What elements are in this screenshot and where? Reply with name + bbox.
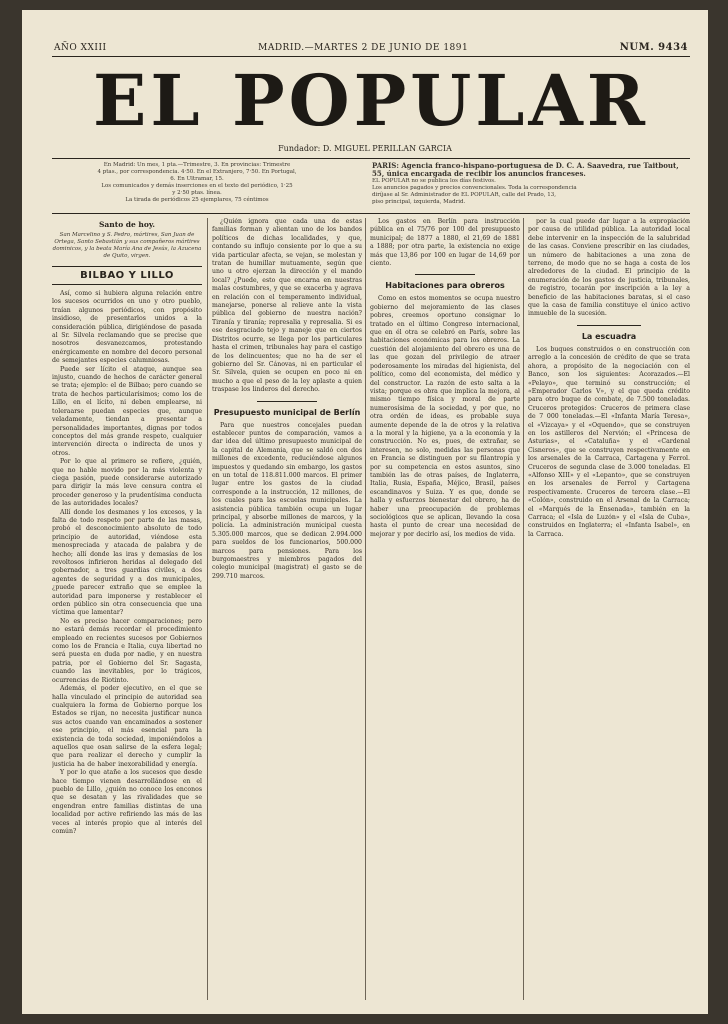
article-paragraph: ¿Quién ignora que cada una de estas familias forman y alientan uno de los bandos políticos de dichas localidades, y que, contando su influjo consiente por lo que a su vida particular afecta, se vejan, se molestan y tratan de humillar mutuamente, según que uno u otro ejerzan la dirección y el mando local? ¿Puede, esto que encarna en nuestras malas costumbres, y que se exacerba y agrava en relación con el temperamento individual, manejarse, ponerse al relieve ante la vista pública del gobierno de nuestra nación? Tiranía y tiranía; represalia y represalia. Si es ese desgraciado tejo y maneje que en ciertos Distritos ocurre, se llega por los particulares hasta el crimen, tribunales hay para el castigo de los delincuentes; que no ha de ser el gobierno del Sr. Cánovas, ni en particular el Sr. Silvela, quien se ocupen en poco ni en mucho a que el peso de la ley aplaste a quien traspase los linderos del derecho. — [212, 218, 362, 394]
article-paragraph: Los gastos en Berlín para instrucción pública en el 75/76 por 100 del presupuesto municipal; de 1877 a 1880, el 21,69 de 1881 a 1888; por otra parte, la existencia no exige más que 13,86 por 100 en lugar de 14,69 por ciento. — [370, 218, 520, 268]
newspaper-page — [22, 10, 708, 1014]
header-rule-top — [52, 56, 690, 57]
article-title-bilbao: BILBAO Y LILLO — [52, 266, 202, 285]
paris-agency-line: diríjase al Sr. Administrador de EL POPULAR, calle del Prado, 13, — [372, 192, 556, 198]
subscription-line: 4 ptas., por correspondencia. 4·50. En el Extranjero, 7·50. En Portugal, — [97, 169, 297, 175]
column-3 — [370, 218, 520, 1000]
date-line: MADRID.—MARTES 2 DE JUNIO DE 1891 — [258, 42, 469, 53]
column-1 — [52, 218, 202, 1000]
article-paragraph: por la cual puede dar lugar a la expropiación por causa de utilidad pública. La autoridad local debe intervenir en la inspección de la salubridad de las casas. Conviene prescribir en las ciudades, un número de habitaciones a una zona de terreno, de modo que no se haga a costa de los alrededores de la ciudad. El principio de la enumeración de los gastos de justicia, tribunales, de registro, tocarán por inscripción a la ley a beneficio de las habitaciones baratas, si el caso que la casa de familia constituye el único activo inmueble de la sucesión. — [528, 218, 690, 318]
subscription-line: y 2·50 ptas. línea. — [172, 190, 222, 196]
paris-agency-line: EL POPULAR no se publica los días festivos. — [372, 178, 496, 184]
article-title-workers: Habitaciones para obreros — [385, 281, 505, 291]
paris-agency-line: piso principal, izquierda, Madrid. — [372, 199, 466, 205]
saints-heading: Santo de hoy. — [99, 220, 155, 229]
header-topline — [54, 42, 688, 53]
article-title-berlin: Presupuesto municipal de Berlín — [213, 407, 361, 417]
article-paragraph: Puede ser lícito el ataque, aunque sea injusto, cuando de hechos de carácter general se trata; ejemplo: el de Bilbao; pero cuando se trata de hechos particularísimos; como los de Lillo, en el lícito, ni deben emplearse, ni toleraarse puedan especies que, aunque veladamente, tiendan a presentar a personalidades importantes, dignas por todos conceptos del más grande respeto, cualquier intervención directa o indirecta de unos y otros. — [52, 365, 202, 457]
article-paragraph: Por lo que al primero se refiere, ¿quién, que no hable movido por la más violenta y ciega pasión, puede considerarse autorizado para dirigir la más leve censura contra el proceder generoso y la prudentísima conducta de las autoridades locales? — [52, 458, 202, 508]
subscription-line: La tirada de periódicos 25 ejemplares, 75 céntimos — [125, 197, 269, 203]
article-paragraph: Y por lo que atañe a los sucesos que desde hace tiempo vienen desarrollándose en el pueblo de Lillo, ¿quién no conoce los enconos que se desatan y las rivalidades que se engendran entre familias distintas de una localidad por active refiriendo las más de las veces al interés propio que al interés del común? — [52, 769, 202, 835]
columns-area — [52, 218, 690, 1000]
column-2 — [212, 218, 362, 1000]
saints-text: San Marcelino y S. Pedro, mártires, San Juan de Ortega, Santo Sebastián y sus compañeros mártires dominicos, y la beata María Ana de Jesús, la Azucena de Quito, virgen. — [52, 232, 202, 259]
section-rule — [415, 274, 475, 275]
subscription-line: En Madrid: Un mes, 1 pta.—Trimestre, 3. En provincias: Trimestre — [103, 162, 291, 168]
header-rule-mid — [52, 158, 690, 159]
subscription-line: Los comunicados y demás inserciones en el texto del periódico, 1·25 — [101, 183, 293, 189]
paris-agency-line: Los anuncios pagados y precios convencionales. Toda la correspondencia — [372, 185, 577, 191]
founder-line: Fundador: D. MIGUEL PERILLAN GARCIA — [278, 144, 452, 153]
year-label: AÑO XXIII — [54, 42, 107, 53]
header-rule-bottom — [52, 213, 690, 214]
article-title-escuadra: La escuadra — [581, 331, 637, 341]
article-paragraph: Para que nuestros concejales puedan establecer puntos de comparación, vamos a dar idea del último presupuesto municipal de la capital de Alemania, que se saldó con dos millones de excedente, reduciéndose algunos impuestos y quedando sin embargo, los gastos en un total de 118.811.000 marcos. El primer lugar entre los gastos de la ciudad corresponde a la instrucción, 12 millones, de los cuales para las escuelas municipales. La asistencia pública también ocupa un lugar principal, y absorbe millones de marcos, y la policía. La administración municipal cuesta 5.305.000 marcos, que se dedican 2.994.000 para sueldos de los funcionarios, 500.000 marcos para pensiones. Para los burgomaestres y miembros pagados del colegio municipal (magistrat) el gasto se de 299.710 marcos. — [212, 421, 362, 580]
article-paragraph: Allí donde los desmanes y los excesos, y la falta de todo respeto por parte de las masas, probó el desconocimiento absoluto de todo principio de autoridad, viéndose esta menospreciada y atacada de palabra y de hecho; allí donde las iras y demasías de los revoltosos infirieron heridas al delegado del gobernador, a tres guardias civiles, a dos agentes de seguridad y a dos municipales, ¿puede parecer extraño que se emplee la autoridad para imponerse y restablecer el orden público sin otra consecuencia que una víctima que lamentar? — [52, 508, 202, 617]
section-rule — [257, 401, 317, 402]
paris-agency-heading: PARIS: Agencia franco-hispano-portuguesa de D. C. A. Saavedra, rue Taitbout, 55, única encargada de recibir los anuncios franceses. — [372, 162, 679, 178]
section-rule — [577, 325, 642, 326]
article-paragraph: Los buques construidos o en construcción con arreglo a la concesión de crédito de que se trata ahora, a propósito de la negociación con el Banco, son los siguientes: Acorazados.—El «Pelayo», que terminó su construcción; el «Emperador Carlos V», y el que queda crédito para otro buque de combate, de 7.500 toneladas. Cruceros protegidos: Cruceros de primera clase de 7 000 toneladas.—El «Infanta María Teresa», el «Vizcaya» y el «Oquendo», que se construyen en los astilleros del Nervión; el «Princesa de Asturias», el «Cataluña» y el «Cardenal Cisneros», que se construyen respectivamente en los arsenales de la Carraca, Cartagena y Ferrol. Cruceros de segunda clase de 3.000 toneladas. El «Alfonso XIII» y el «Lepanto», que se construyen en los arsenales de Ferrol y Cartagena respectivamente. Cruceros de tercera clase.—El «Colón», construido en el Arsenal de la Carraca; el «Marqués de la Ensenada», también en la Carraca; el «Isla de Luzón» y el «Isla de Cuba», construidos en Inglaterra; el «Infanta Isabel», en la Carraca. — [528, 345, 690, 538]
paris-agency-info — [372, 162, 682, 210]
masthead-title: EL POPULAR — [93, 59, 649, 142]
article-paragraph: Así, como si hubiera alguna relación entre los sucesos ocurridos en uno y otro pueblo, traían algunos periódicos, con propósito insidioso, de presentarlos unidos a la consideración pública, dirigiéndose de pasada al Sr. Silvela reclamando que se precise que nosotros desvanezcamos, protestando enérgicamente en nombre del decoro personal de semejantes especies calumniosas. — [52, 290, 202, 365]
article-paragraph: Como en estos momentos se ocupa nuestro gobierno del mejoramiento de las clases pobres, creemos oportuno consignar lo tratado en el último Congreso internacional, que en él otra se celebró en París, sobre las habitaciones económicas para los obreros. La cuestión del alojamiento del obrero es una de las que gozan del privilegio de atraer poderosamente los miradas del higienista, del político, como del economista, del médico y del constructor. La razón de esto salta a la vista; porque es obra que implica la mejora, al mismo tiempo física y moral de parte numerosísima de la sociedad, y por que, no otra ordén de ideas, es probable suya aumente depende de la de otros y la relativa a la moral y la higiene, ya a la economía y la construcción. No es, pues, de extrañar, se interesen, no solo, medidas las personas que en Francia se distinguen por su filantropía y por su competencia en estos asuntos, sino también las de otras países, de Inglaterra, Italia, Rusia, España, Méjico, Brasil, países escandinavos y Suiza. Y es que, donde se halla y esfuerzos bienestar del obrero, ha de haber una preocupación de problemas sociológicos que se aplican, llevando la cosa hasta el punto de crear una necesidad de mejorar y por decirlo así, los medios de vida. — [370, 295, 520, 538]
article-paragraph: Además, el poder ejecutivo, en el que se halla vinculado el principio de autoridad sea cualquiera la forma de Gobierno porque los Estados se rijan, no necesita justificar nunca sus actos cuando van encaminados a sostener ese principio, el más esencial para la existencia de toda sociedad, imponiéndolos a aquellos que osan salirse de la esfera legal; que para realizar el derecho y cumplir la justicia ha de haber inexorabilidad y energía. — [52, 685, 202, 768]
subscription-line: 6. En Ultramar, 15. — [170, 176, 224, 182]
article-paragraph: No es preciso hacer comparaciones; pero no estará demás recordar el procedimiento empleado en recientes sucesos por Gobiernos como los de Francia e Italia, cuya libertad no será puesta en duda por nadie, y en nuestra patria, por el Gobierno del Sr. Sagasta, cuando las inevitables, por lo trágicos, ocurrencias de Riotinto. — [52, 617, 202, 684]
issue-number: NUM. 9434 — [619, 42, 688, 53]
column-4 — [528, 218, 690, 1000]
subscription-info — [52, 162, 342, 210]
